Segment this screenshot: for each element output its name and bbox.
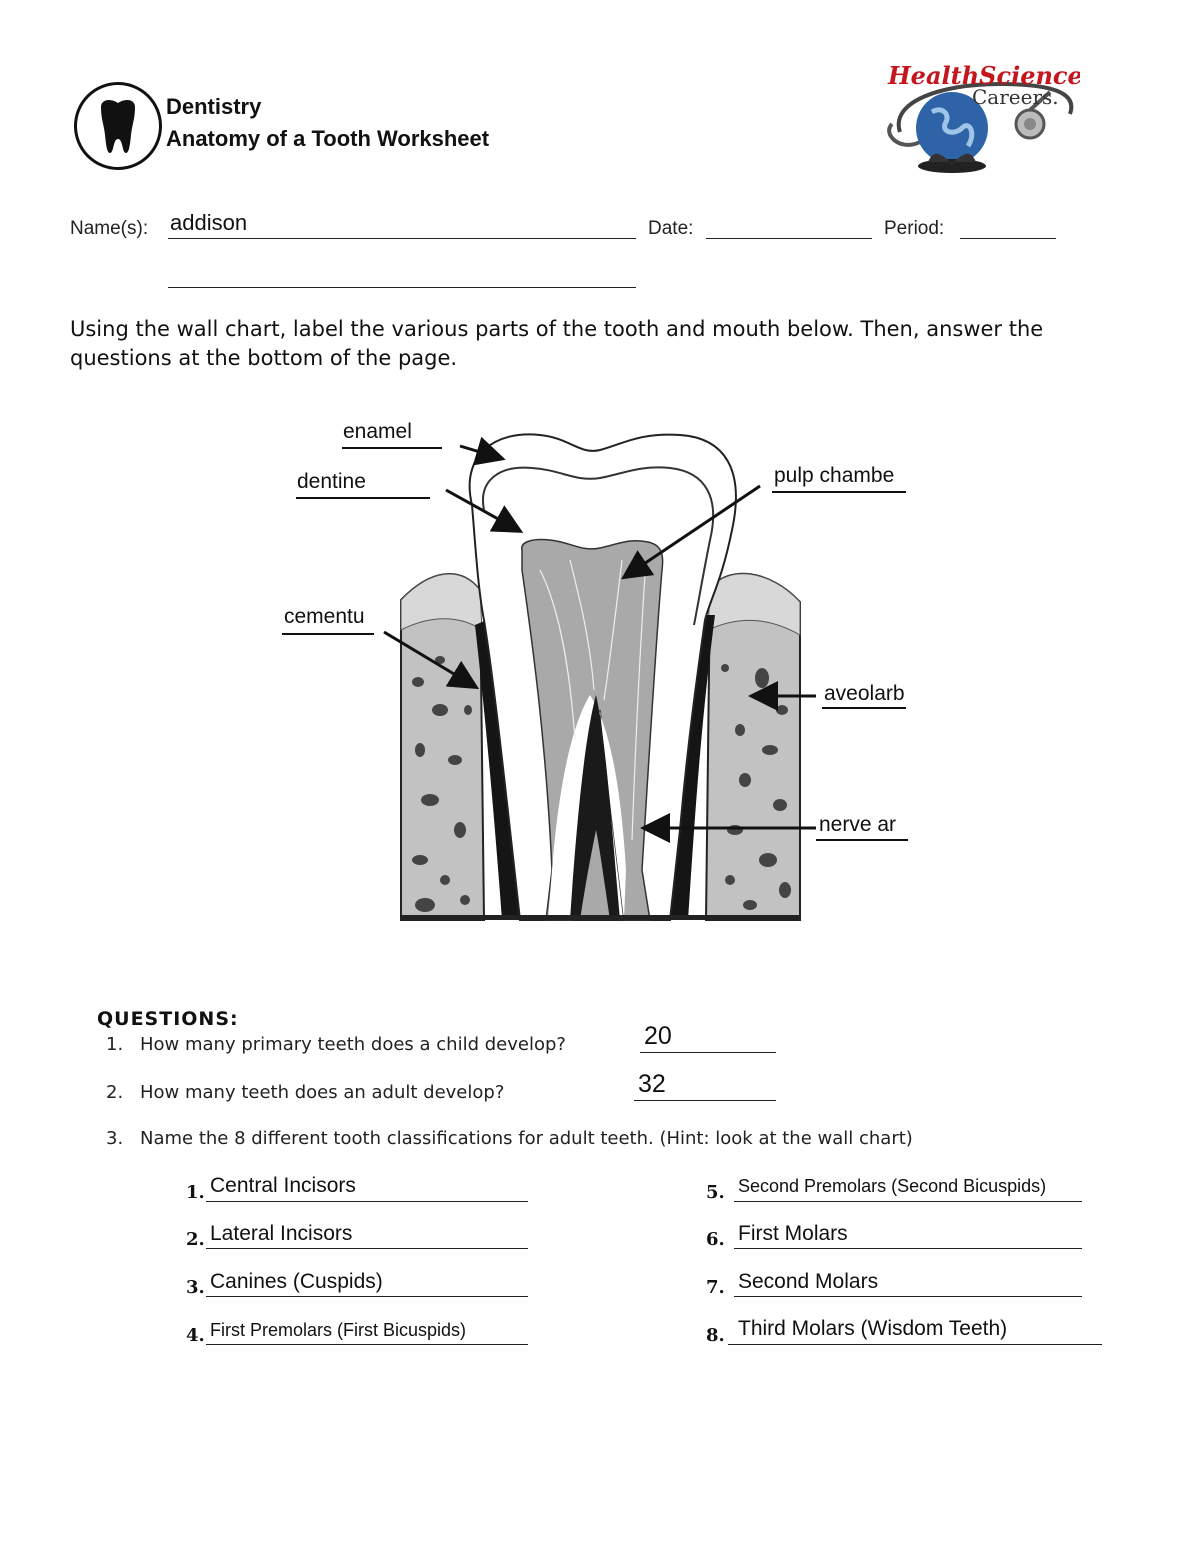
tooth-icon	[77, 85, 159, 167]
classification-2-line	[206, 1248, 528, 1249]
classification-1-answer[interactable]: Central Incisors	[210, 1174, 356, 1197]
q3-number: 3.	[106, 1128, 124, 1149]
classification-3-number: 3.	[186, 1277, 205, 1298]
q2-number: 2.	[106, 1082, 124, 1103]
q1-answer-line	[640, 1052, 776, 1053]
classification-1-line	[206, 1201, 528, 1202]
worksheet-title: Anatomy of a Tooth Worksheet	[166, 126, 490, 151]
bone-left	[401, 574, 484, 920]
classification-6-line	[734, 1248, 1082, 1249]
tooth-logo-icon	[74, 82, 162, 170]
names-field-value[interactable]: addison	[170, 210, 248, 235]
classification-8-number: 8.	[706, 1325, 725, 1346]
label-aveolar-bone[interactable]: aveolarb	[824, 682, 905, 705]
period-field[interactable]	[960, 238, 1056, 239]
classification-8-answer[interactable]: Third Molars (Wisdom Teeth)	[738, 1317, 1008, 1340]
classification-2-answer[interactable]: Lateral Incisors	[210, 1222, 353, 1245]
label-nerve[interactable]: nerve ar	[819, 813, 897, 836]
classification-4-number: 4.	[186, 1325, 205, 1346]
q2-answer-line	[634, 1100, 776, 1101]
label-dentine[interactable]: dentine	[297, 470, 366, 493]
logo-text-top: HealthScience	[888, 62, 1080, 90]
classification-3-line	[206, 1296, 528, 1297]
classification-3-answer[interactable]: Canines (Cuspids)	[210, 1270, 383, 1293]
logo-text-bottom: Careers.	[972, 85, 1059, 109]
names-line	[168, 238, 636, 239]
questions-heading: QUESTIONS:	[97, 1008, 239, 1030]
classification-5-number: 5.	[706, 1182, 725, 1203]
classification-4-answer[interactable]: First Premolars (First Bicuspids)	[210, 1320, 467, 1340]
q1-text: How many primary teeth does a child develop?	[140, 1034, 566, 1055]
classification-1-number: 1.	[186, 1182, 205, 1203]
health-science-careers-logo	[880, 62, 1080, 180]
instructions-text: Using the wall chart, label the various parts of the tooth and mouth below. Then, answer the questions at the bottom of the page.	[70, 317, 1044, 370]
classification-7-line	[734, 1296, 1082, 1297]
names-line-2[interactable]	[168, 287, 636, 288]
classification-7-number: 7.	[706, 1277, 725, 1298]
q1-number: 1.	[106, 1034, 124, 1055]
classification-5-answer[interactable]: Second Premolars (Second Bicuspids)	[738, 1176, 1047, 1196]
date-label: Date:	[648, 218, 694, 239]
tooth-diagram	[270, 410, 920, 930]
period-label: Period:	[884, 218, 945, 239]
classification-6-number: 6.	[706, 1229, 725, 1250]
classification-8-line	[728, 1344, 1102, 1345]
classification-4-line	[206, 1344, 528, 1345]
date-field[interactable]	[706, 238, 872, 239]
q3-text: Name the 8 different tooth classifications for adult teeth. (Hint: look at the wall chart)	[140, 1128, 913, 1149]
classification-6-answer[interactable]: First Molars	[738, 1222, 848, 1245]
q1-answer[interactable]: 20	[644, 1022, 672, 1050]
classification-5-line	[734, 1201, 1082, 1202]
subject-title: Dentistry	[166, 94, 262, 119]
classification-2-number: 2.	[186, 1229, 205, 1250]
names-label: Name(s):	[70, 218, 149, 239]
label-enamel[interactable]: enamel	[343, 420, 412, 443]
q2-text: How many teeth does an adult develop?	[140, 1082, 505, 1103]
q2-answer[interactable]: 32	[638, 1070, 666, 1098]
classification-7-answer[interactable]: Second Molars	[738, 1270, 879, 1293]
label-cementum[interactable]: cementu	[284, 605, 365, 628]
label-pulp-chamber[interactable]: pulp chambe	[774, 464, 895, 487]
